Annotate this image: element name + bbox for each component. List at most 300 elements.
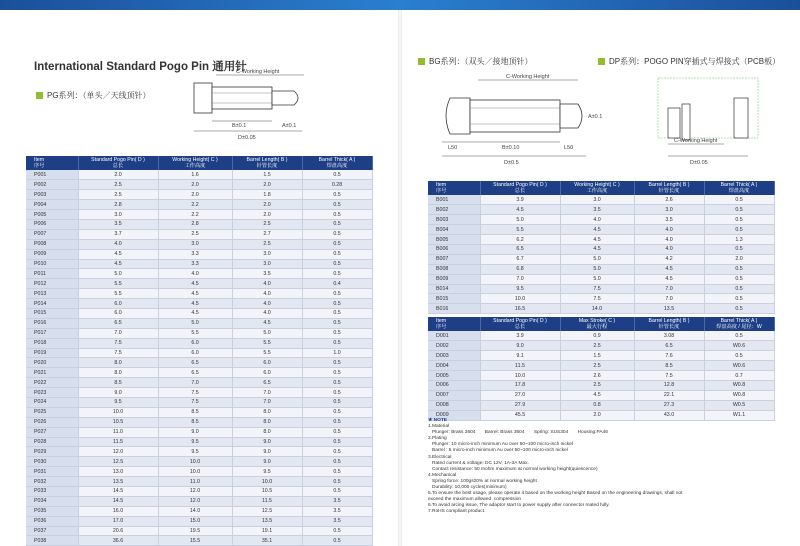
table-cell: 0.9	[560, 331, 634, 341]
table-cell: 11.5	[232, 496, 302, 506]
table-cell: 9.5	[480, 284, 560, 294]
table-cell: 4.5	[634, 274, 704, 284]
table-cell: 2.2	[158, 200, 232, 210]
table-cell: 5.0	[560, 274, 634, 284]
table-row	[26, 200, 372, 210]
item-code-cell: P031	[26, 467, 78, 477]
item-code-cell: P003	[26, 190, 78, 200]
table-cell: 2.5	[158, 229, 232, 239]
table-cell: 8.0	[78, 358, 158, 368]
table-cell: 0.5	[302, 368, 372, 378]
table-row	[26, 496, 372, 506]
table-cell: 6.5	[158, 368, 232, 378]
column-header: Max Stroke( C ) 最大行程	[560, 317, 634, 331]
item-code-cell: B004	[428, 225, 480, 235]
note-line: exceed the maximum allowed compression	[428, 497, 522, 503]
column-header: Item 序号	[428, 181, 480, 195]
note-line: 7.RoHS compliant product.	[428, 509, 486, 515]
table-cell: 4.5	[634, 264, 704, 274]
item-code-cell: D008	[428, 400, 480, 410]
table-cell: 2.5	[232, 219, 302, 229]
table-cell: 7.0	[634, 294, 704, 304]
item-code-cell: P034	[26, 496, 78, 506]
table-cell: 7.6	[634, 351, 704, 361]
item-code-cell: P007	[26, 229, 78, 239]
bg-working-height-label: C-Working Height	[506, 74, 550, 80]
table-cell: W1.1	[704, 410, 774, 420]
table-row	[428, 304, 774, 314]
table-cell: 0.7	[704, 371, 774, 381]
table-cell: W0.8	[704, 380, 774, 390]
item-code-cell: D005	[428, 371, 480, 381]
table-cell: 12.5	[232, 506, 302, 516]
table-cell: 4.5	[480, 205, 560, 215]
table-cell: 5.0	[158, 318, 232, 328]
table-cell: 4.0	[232, 308, 302, 318]
table-row	[428, 294, 774, 304]
table-cell: 6.5	[158, 358, 232, 368]
table-cell: 4.0	[634, 235, 704, 245]
table-cell: 4.0	[232, 279, 302, 289]
item-code-cell: B009	[428, 274, 480, 284]
table-cell: 0.5	[704, 331, 774, 341]
item-code-cell: P021	[26, 368, 78, 378]
table-cell: 0.5	[302, 447, 372, 457]
dp-d-dim-label: D±0.05	[690, 160, 708, 166]
item-code-cell: P026	[26, 417, 78, 427]
table-cell: 4.0	[78, 239, 158, 249]
item-code-cell: P016	[26, 318, 78, 328]
table-cell: 7.0	[158, 378, 232, 388]
item-code-cell: P030	[26, 457, 78, 467]
item-code-cell: B006	[428, 244, 480, 254]
table-cell: 6.0	[232, 358, 302, 368]
table-cell: 4.5	[78, 259, 158, 269]
table-cell: 3.3	[158, 249, 232, 259]
table-header-row	[26, 156, 372, 170]
table-cell: 5.0	[560, 264, 634, 274]
table-cell: 2.0	[232, 210, 302, 220]
table-cell: 6.0	[78, 299, 158, 309]
table-row	[428, 244, 774, 254]
table-cell: 14.0	[560, 304, 634, 314]
table-cell: 4.5	[78, 249, 158, 259]
table-cell: 9.0	[158, 427, 232, 437]
table-cell: 0.5	[302, 259, 372, 269]
table-cell: 2.6	[634, 195, 704, 205]
table-cell: 36.6	[78, 536, 158, 546]
table-cell: 19.1	[232, 526, 302, 536]
table-cell: 10.0	[480, 294, 560, 304]
table-cell: 15.0	[158, 516, 232, 526]
table-row	[26, 348, 372, 358]
table-cell: 7.0	[634, 284, 704, 294]
note-line: Spring force: 100gs20% at normal working height	[428, 478, 537, 484]
item-code-cell: P024	[26, 397, 78, 407]
table-cell: 3.5	[560, 205, 634, 215]
table-cell: 0.5	[302, 299, 372, 309]
table-cell: 0.5	[704, 225, 774, 235]
table-row	[26, 190, 372, 200]
column-header: Barrel Thick( A ) 焊盘高度 / 尾径：W	[704, 317, 774, 331]
item-code-cell: P008	[26, 239, 78, 249]
item-code-cell: P025	[26, 407, 78, 417]
table-cell: 0.5	[302, 358, 372, 368]
table-cell: 5.5	[480, 225, 560, 235]
table-cell: 9.1	[480, 351, 560, 361]
table-row	[26, 229, 372, 239]
item-code-cell: P018	[26, 338, 78, 348]
table-cell: 9.5	[158, 447, 232, 457]
table-row	[26, 269, 372, 279]
note-line: 1.Material	[428, 424, 450, 430]
left-page	[0, 10, 398, 546]
table-cell: 2.0	[158, 180, 232, 190]
table-cell: 5.0	[232, 328, 302, 338]
table-cell: 0.5	[302, 526, 372, 536]
table-cell: 2.5	[560, 380, 634, 390]
table-row	[26, 516, 372, 526]
table-cell: 0.5	[704, 304, 774, 314]
note-line: Durability: 10,000 cycles(minimum)	[428, 485, 507, 491]
table-row	[26, 427, 372, 437]
table-row	[428, 390, 774, 400]
table-cell: 7.5	[78, 348, 158, 358]
table-cell: 10.0	[78, 407, 158, 417]
table-cell: 13.5	[78, 477, 158, 487]
table-cell: 0.8	[560, 400, 634, 410]
dp-working-height-label: C-Working Height	[674, 138, 718, 144]
table-cell: 10.0	[158, 467, 232, 477]
note-line: 6.To avoid arcing issue, The adaptor start to power supply after connector mated fully.	[428, 503, 610, 509]
table-cell: 6.7	[480, 254, 560, 264]
column-header: Standard Pogo Pin( D ) 总长	[78, 156, 158, 170]
table-cell: 10.0	[232, 477, 302, 487]
table-cell: 0.5	[704, 205, 774, 215]
table-cell: 8.5	[158, 417, 232, 427]
table-cell: 3.0	[560, 195, 634, 205]
table-cell: 2.5	[560, 361, 634, 371]
table-cell: 9.5	[158, 437, 232, 447]
table-row	[428, 361, 774, 371]
table-cell: 4.0	[158, 269, 232, 279]
table-row	[26, 388, 372, 398]
table-cell: 7.5	[158, 388, 232, 398]
table-row	[26, 318, 372, 328]
table-row	[428, 254, 774, 264]
table-cell: 2.0	[158, 190, 232, 200]
table-cell: 12.8	[634, 380, 704, 390]
table-row	[428, 284, 774, 294]
table-cell: 0.5	[302, 328, 372, 338]
table-cell: 0.5	[302, 170, 372, 180]
table-row	[26, 506, 372, 516]
table-cell: 1.5	[232, 170, 302, 180]
note-line: Contact resistance: 50 mohm maximum at normal working height(quiescence)	[428, 466, 598, 472]
table-cell: 6.0	[78, 308, 158, 318]
table-cell: 0.5	[704, 215, 774, 225]
bg-series-title	[418, 56, 533, 67]
note-line: Plunger: 10 micro-inch minimum Au over 50~100 micro-inch nickel	[428, 442, 573, 448]
table-cell: 6.0	[232, 368, 302, 378]
note-line: 3.Electrical	[428, 454, 452, 460]
table-row	[26, 210, 372, 220]
table-cell: 0.5	[302, 269, 372, 279]
note-line: Barrel : 5 micro-inch minimum Au over 50~100 micro-inch nickel	[428, 448, 568, 454]
table-cell: 0.5	[302, 437, 372, 447]
item-code-cell: B015	[428, 294, 480, 304]
bullet-icon	[418, 58, 425, 65]
item-code-cell: P033	[26, 487, 78, 497]
item-code-cell: D001	[428, 331, 480, 341]
pg-spec-table	[26, 156, 373, 546]
table-cell: 3.0	[634, 205, 704, 215]
table-cell: 4.0	[232, 289, 302, 299]
table-cell: 9.0	[232, 447, 302, 457]
table-cell: 4.0	[634, 244, 704, 254]
table-cell: 7.5	[560, 294, 634, 304]
table-cell: 5.5	[78, 279, 158, 289]
table-row	[26, 249, 372, 259]
table-cell: 0.5	[302, 318, 372, 328]
table-row	[428, 205, 774, 215]
table-cell: 14.5	[78, 487, 158, 497]
table-cell: 0.5	[704, 244, 774, 254]
table-cell: 8.5	[634, 361, 704, 371]
table-cell: 6.5	[634, 341, 704, 351]
pg-series-label: PG系列：（单头／天线顶针）	[47, 91, 151, 100]
item-code-cell: P019	[26, 348, 78, 358]
bullet-icon	[598, 58, 605, 65]
bg-series-label: BG系列：（双头／接地顶针）	[429, 57, 533, 66]
table-cell: 14.0	[158, 506, 232, 516]
table-cell: 3.9	[480, 195, 560, 205]
dp-series-label: DP系列：POGO PIN穿插式与焊接式（PCB板）	[609, 57, 781, 66]
table-cell: 27.0	[480, 390, 560, 400]
table-cell: 13.5	[634, 304, 704, 314]
column-header: Barrel Thick( A ) 焊盘高度	[302, 156, 372, 170]
table-cell: 7.5	[78, 338, 158, 348]
table-cell: 11.5	[480, 361, 560, 371]
table-cell: 4.5	[158, 308, 232, 318]
table-header-row	[428, 317, 774, 331]
table-cell: 17.0	[78, 516, 158, 526]
table-row	[26, 397, 372, 407]
table-cell: 2.5	[560, 341, 634, 351]
table-cell: 2.2	[158, 210, 232, 220]
table-row	[428, 225, 774, 235]
table-cell: 19.5	[158, 526, 232, 536]
column-header: Barrel Length( B ) 针管长度	[634, 181, 704, 195]
item-code-cell: P013	[26, 289, 78, 299]
table-cell: 4.5	[158, 289, 232, 299]
item-code-cell: P017	[26, 328, 78, 338]
item-code-cell: D006	[428, 380, 480, 390]
bg-b-dim-label: B±0.10	[502, 145, 520, 151]
item-code-cell: D002	[428, 341, 480, 351]
column-header: Standard Pogo Pin( D ) 总长	[480, 317, 560, 331]
table-cell: 0.5	[302, 388, 372, 398]
table-cell: 9.0	[480, 341, 560, 351]
item-code-cell: D004	[428, 361, 480, 371]
item-code-cell: P020	[26, 358, 78, 368]
item-code-cell: P006	[26, 219, 78, 229]
top-color-bar	[0, 0, 800, 10]
table-cell: 3.5	[634, 215, 704, 225]
table-cell: 5.5	[78, 289, 158, 299]
table-cell: 11.0	[78, 427, 158, 437]
right-page	[402, 10, 800, 546]
table-cell: 2.0	[78, 170, 158, 180]
table-cell: 3.08	[634, 331, 704, 341]
item-code-cell: P023	[26, 388, 78, 398]
table-cell: 3.7	[78, 229, 158, 239]
table-cell: 0.5	[302, 338, 372, 348]
note-line: Rated current & voltage: DC 12V, 1A-3A Max.	[428, 460, 529, 466]
table-cell: 13.0	[78, 467, 158, 477]
table-cell: 0.5	[302, 289, 372, 299]
table-cell: 7.0	[232, 388, 302, 398]
table-cell: 8.0	[232, 417, 302, 427]
table-cell: 0.5	[302, 229, 372, 239]
table-cell: 9.5	[78, 397, 158, 407]
table-row	[26, 457, 372, 467]
table-cell: 0.5	[704, 294, 774, 304]
table-cell: 0.5	[302, 457, 372, 467]
table-cell: 11.5	[78, 437, 158, 447]
table-cell: 6.0	[158, 338, 232, 348]
table-cell: 0.5	[704, 264, 774, 274]
table-cell: 0.5	[302, 200, 372, 210]
table-cell: 0.5	[302, 407, 372, 417]
table-cell: 5.5	[232, 338, 302, 348]
table-cell: 7.5	[560, 284, 634, 294]
table-cell: W0.6	[704, 361, 774, 371]
table-cell: 3.3	[158, 259, 232, 269]
bullet-icon	[36, 92, 43, 99]
item-code-cell: B016	[428, 304, 480, 314]
table-cell: 0.28	[302, 180, 372, 190]
table-row	[26, 526, 372, 536]
table-cell: 0.5	[302, 467, 372, 477]
table-cell: 0.5	[302, 210, 372, 220]
pg-a-dim-label: A±0.1	[282, 123, 297, 129]
table-row	[26, 477, 372, 487]
table-cell: 6.5	[78, 318, 158, 328]
table-cell: W0.8	[704, 390, 774, 400]
table-cell: 3.5	[78, 219, 158, 229]
table-cell: 7.0	[232, 397, 302, 407]
table-cell: 9.0	[232, 437, 302, 447]
table-row	[26, 368, 372, 378]
table-cell: 2.0	[232, 200, 302, 210]
dp-spec-table	[428, 317, 775, 421]
table-row	[26, 239, 372, 249]
catalog-title: International Standard Pogo Pin 通用针	[34, 61, 247, 73]
item-code-cell: P015	[26, 308, 78, 318]
table-row	[428, 341, 774, 351]
note-line: 5.To ensure the best usage, please operate it based on the working height Based on the engineering drawings, shall not	[428, 491, 683, 497]
table-cell: 12.5	[78, 457, 158, 467]
table-cell: 0.5	[704, 195, 774, 205]
table-row	[428, 195, 774, 205]
note-line: 4.Mechanical	[428, 472, 457, 478]
table-cell: 35.1	[232, 536, 302, 546]
table-cell: 2.7	[232, 229, 302, 239]
pg-d-dim-label: D±0.05	[238, 135, 256, 141]
table-cell: 4.5	[560, 235, 634, 245]
item-code-cell: P005	[26, 210, 78, 220]
table-row	[26, 447, 372, 457]
table-cell: 8.5	[78, 378, 158, 388]
table-cell: 2.8	[158, 219, 232, 229]
item-code-cell: D007	[428, 390, 480, 400]
table-cell: 45.5	[480, 410, 560, 420]
table-row	[26, 407, 372, 417]
bg-d-dim-label: D±0.5	[504, 160, 519, 166]
column-header: Standard Pogo Pin( D ) 总长	[480, 181, 560, 195]
table-cell: 6.5	[480, 244, 560, 254]
item-code-cell: D003	[428, 351, 480, 361]
table-row	[428, 380, 774, 390]
table-row	[26, 219, 372, 229]
table-cell: 11.0	[158, 477, 232, 487]
table-cell: 3.0	[232, 249, 302, 259]
note-line: 2.Plating	[428, 436, 447, 442]
table-row	[26, 259, 372, 269]
item-code-cell: P014	[26, 299, 78, 309]
table-cell: 10.5	[232, 487, 302, 497]
table-row	[26, 487, 372, 497]
table-row	[428, 400, 774, 410]
table-cell: 0.5	[302, 536, 372, 546]
dp-series-title	[598, 56, 780, 67]
table-cell: 15.5	[158, 536, 232, 546]
table-cell: 2.5	[78, 180, 158, 190]
item-code-cell: B002	[428, 205, 480, 215]
column-header: Working Height( C ) 工作高度	[158, 156, 232, 170]
dp-pin-drawing	[638, 68, 778, 168]
item-code-cell: P027	[26, 427, 78, 437]
item-code-cell: P036	[26, 516, 78, 526]
table-cell: 4.5	[560, 225, 634, 235]
table-row	[428, 331, 774, 341]
table-cell: 14.5	[78, 496, 158, 506]
table-cell: 0.5	[704, 284, 774, 294]
item-code-cell: P038	[26, 536, 78, 546]
table-cell: 7.5	[158, 397, 232, 407]
table-cell: 5.5	[232, 348, 302, 358]
note-line: Plunger: Brass 3604 Barrel: Brass 3604 Spring: SUS304 Housing:PA46	[428, 430, 608, 436]
table-cell: 3.9	[480, 331, 560, 341]
table-cell: 8.0	[232, 407, 302, 417]
table-cell: 8.5	[158, 407, 232, 417]
table-cell: 5.0	[560, 254, 634, 264]
table-cell: 12.0	[78, 447, 158, 457]
bg-l2-dim-label: L50	[564, 145, 574, 151]
table-cell: 0.5	[302, 249, 372, 259]
column-header: Item 序号	[428, 317, 480, 331]
table-cell: 0.5	[302, 239, 372, 249]
item-code-cell: P012	[26, 279, 78, 289]
item-code-cell: P011	[26, 269, 78, 279]
table-cell: 5.0	[480, 215, 560, 225]
table-cell: 4.0	[232, 299, 302, 309]
table-cell: 9.0	[232, 457, 302, 467]
table-cell: 0.5	[302, 487, 372, 497]
table-row	[26, 279, 372, 289]
table-row	[428, 235, 774, 245]
